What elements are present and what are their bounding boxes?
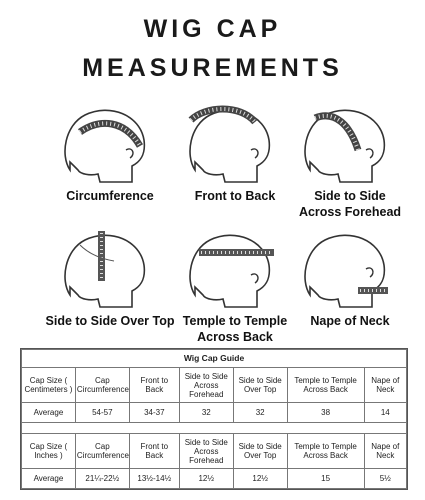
header-front-to-back: Front to Back	[129, 368, 179, 403]
header-temple-in: Temple to Temple Across Back	[287, 434, 364, 469]
nape-label: Nape of Neck	[310, 314, 390, 328]
front-to-back-label: Front to Back	[194, 189, 276, 203]
head-nape-illustration	[280, 225, 400, 310]
wig-cap-guide-table	[20, 348, 408, 490]
head-front-to-back-illustration	[165, 100, 285, 185]
side-to-side-across-forehead-panel	[280, 100, 420, 220]
header-circumference: Cap Circumference	[75, 368, 129, 403]
in-cell: 12½	[179, 469, 233, 489]
in-cell: 12½	[233, 469, 287, 489]
header-cap-size-cm: Cap Size ( Centimeters )	[22, 368, 76, 403]
in-cell: 21¼-22½	[75, 469, 129, 489]
header-side-forehead: Side to Side Across Forehead	[179, 368, 233, 403]
header-nape: Nape of Neck	[364, 368, 406, 403]
header-circumference-in: Cap Circumference	[75, 434, 129, 469]
header-over-top-in: Side to Side Over Top	[233, 434, 287, 469]
head-over-top-illustration	[40, 225, 160, 310]
temple-label-line2: Across Back	[197, 330, 273, 344]
in-cell: 13½-14½	[129, 469, 179, 489]
header-cap-size-in: Cap Size ( Inches )	[22, 434, 76, 469]
nape-of-neck-panel	[280, 225, 420, 335]
header-temple: Temple to Temple Across Back	[287, 368, 364, 403]
over-top-label: Side to Side Over Top	[45, 314, 175, 328]
side-forehead-label-line2: Across Forehead	[298, 205, 402, 219]
circumference-label: Circumference	[66, 189, 154, 203]
cm-cell: 32	[233, 403, 287, 423]
header-side-forehead-in: Side to Side Across Forehead	[179, 434, 233, 469]
cm-cell: 14	[364, 403, 406, 423]
cm-cell: 38	[287, 403, 364, 423]
head-circumference-illustration	[40, 100, 160, 185]
guide-caption: Wig Cap Guide	[22, 350, 407, 368]
head-side-forehead-illustration	[280, 100, 400, 185]
cm-cell: Average	[22, 403, 76, 423]
side-forehead-label-line1: Side to Side	[314, 189, 386, 203]
in-cell: 15	[287, 469, 364, 489]
header-nape-in: Nape of Neck	[364, 434, 406, 469]
header-over-top: Side to Side Over Top	[233, 368, 287, 403]
in-cell: 5½	[364, 469, 406, 489]
cm-cell: 32	[179, 403, 233, 423]
cm-cell: 54-57	[75, 403, 129, 423]
page-title-line1: WIG CAP	[143, 15, 282, 43]
header-front-to-back-in: Front to Back	[129, 434, 179, 469]
head-temple-illustration	[165, 225, 285, 310]
page-title-line2: MEASUREMENTS	[82, 54, 343, 82]
in-cell: Average	[22, 469, 76, 489]
cm-cell: 34-37	[129, 403, 179, 423]
temple-label-line1: Temple to Temple	[182, 314, 288, 328]
